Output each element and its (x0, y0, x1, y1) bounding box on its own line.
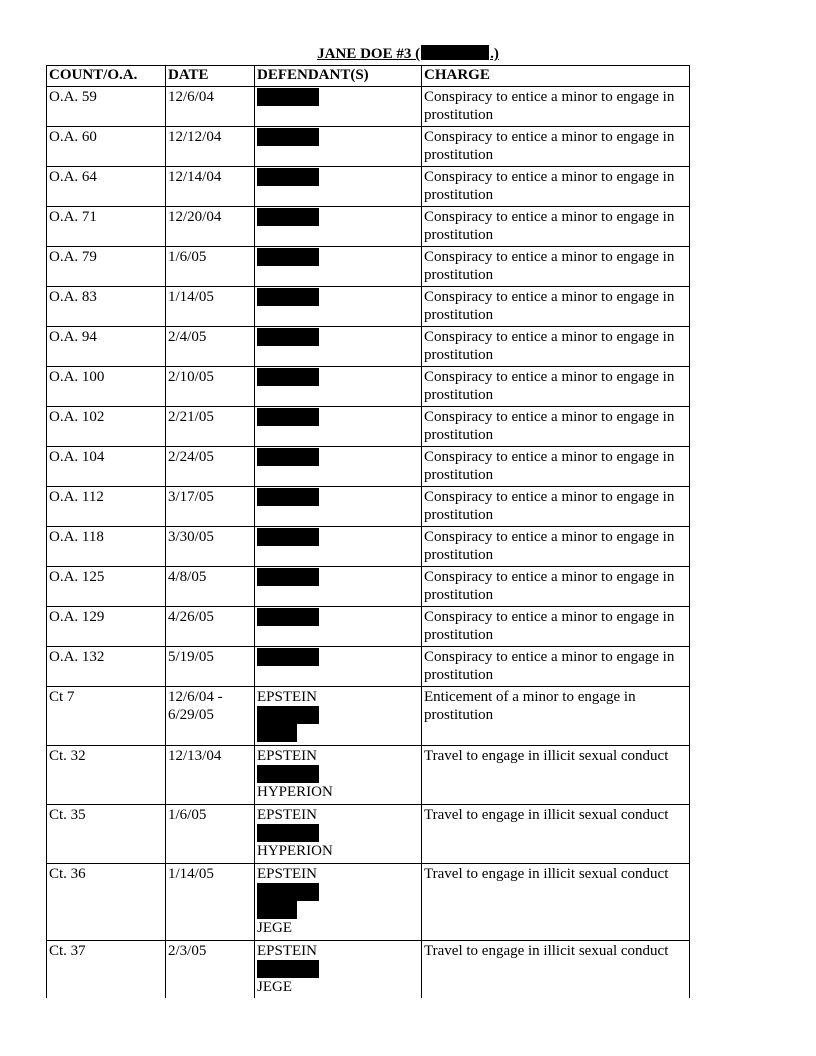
redaction-bar (257, 568, 319, 586)
charge-cell: Conspiracy to entice a minor to engage in prostitution (422, 447, 690, 487)
defendant-name: EPSTEIN (257, 689, 317, 705)
defendant-cell (255, 607, 422, 647)
redaction-bar (257, 328, 319, 346)
count-cell: O.A. 132 (47, 647, 166, 687)
count-cell: Ct. 37 (47, 941, 166, 999)
defendant-name: EPSTEIN (257, 943, 317, 959)
redaction-bar (257, 528, 319, 546)
defendant-cell (255, 247, 422, 287)
count-cell: O.A. 100 (47, 367, 166, 407)
date-cell: 2/4/05 (166, 327, 255, 367)
table-row (47, 367, 690, 407)
defendant-cell (255, 864, 422, 941)
defendant-cell (255, 207, 422, 247)
table-row (47, 207, 690, 247)
charge-cell: Enticement of a minor to engage in prostitution (422, 687, 690, 746)
table-row (47, 327, 690, 367)
defendant-cell (255, 647, 422, 687)
defendant-cell (255, 407, 422, 447)
charge-cell: Conspiracy to entice a minor to engage in prostitution (422, 487, 690, 527)
column-header-charge: CHARGE (422, 66, 690, 87)
charge-cell: Conspiracy to entice a minor to engage in prostitution (422, 127, 690, 167)
defendant-cell (255, 167, 422, 207)
redaction-bar (421, 45, 489, 60)
defendant-name: EPSTEIN (257, 807, 317, 823)
title-prefix: JANE DOE #3 ( (317, 46, 421, 62)
column-header-date: DATE (166, 66, 255, 87)
redaction-bar (257, 765, 319, 783)
redaction-bar (257, 248, 319, 266)
redaction-bar (257, 960, 319, 978)
count-cell: O.A. 94 (47, 327, 166, 367)
date-cell: 12/13/04 (166, 746, 255, 805)
charge-cell: Conspiracy to entice a minor to engage in prostitution (422, 287, 690, 327)
date-cell: 1/6/05 (166, 805, 255, 864)
date-cell: 12/6/04 (166, 87, 255, 127)
date-cell: 12/6/04 - 6/29/05 (166, 687, 255, 746)
table-row (47, 87, 690, 127)
table-row (47, 127, 690, 167)
column-header-defendants: DEFENDANT(S) (255, 66, 422, 87)
redaction-bar (257, 901, 297, 919)
count-cell: Ct. 32 (47, 746, 166, 805)
table-row (47, 407, 690, 447)
charge-cell: Travel to engage in illicit sexual conduct (422, 864, 690, 941)
defendant-cell (255, 527, 422, 567)
count-cell: O.A. 104 (47, 447, 166, 487)
table-row (47, 746, 690, 805)
redaction-bar (257, 706, 319, 724)
defendant-cell (255, 447, 422, 487)
table-row (47, 567, 690, 607)
charge-cell: Travel to engage in illicit sexual conduct (422, 941, 690, 999)
date-cell: 1/6/05 (166, 247, 255, 287)
date-cell: 5/19/05 (166, 647, 255, 687)
charge-cell: Conspiracy to entice a minor to engage in prostitution (422, 247, 690, 287)
date-cell: 4/26/05 (166, 607, 255, 647)
document-title (0, 45, 816, 63)
charge-cell: Conspiracy to entice a minor to engage in prostitution (422, 647, 690, 687)
defendant-name: EPSTEIN (257, 748, 317, 764)
defendant-cell (255, 487, 422, 527)
count-cell: O.A. 129 (47, 607, 166, 647)
defendant-name: JEGE (257, 920, 292, 936)
redaction-bar (257, 488, 319, 506)
defendant-name: JEGE (257, 979, 292, 995)
redaction-bar (257, 88, 319, 106)
redaction-bar (257, 608, 319, 626)
defendant-cell (255, 746, 422, 805)
table-row (47, 487, 690, 527)
table-row (47, 167, 690, 207)
defendant-cell (255, 287, 422, 327)
charge-cell: Conspiracy to entice a minor to engage in prostitution (422, 607, 690, 647)
charge-cell: Conspiracy to entice a minor to engage in prostitution (422, 407, 690, 447)
count-cell: O.A. 71 (47, 207, 166, 247)
table-row (47, 607, 690, 647)
date-cell: 1/14/05 (166, 287, 255, 327)
count-cell: O.A. 60 (47, 127, 166, 167)
count-cell: O.A. 59 (47, 87, 166, 127)
table-row (47, 287, 690, 327)
redaction-bar (257, 448, 319, 466)
table-row (47, 647, 690, 687)
redaction-bar (257, 724, 297, 742)
count-cell: O.A. 79 (47, 247, 166, 287)
charge-cell: Conspiracy to entice a minor to engage in prostitution (422, 167, 690, 207)
count-cell: O.A. 118 (47, 527, 166, 567)
defendant-cell (255, 87, 422, 127)
charge-cell: Conspiracy to entice a minor to engage in prostitution (422, 327, 690, 367)
count-cell: Ct. 35 (47, 805, 166, 864)
count-cell: O.A. 112 (47, 487, 166, 527)
defendant-cell (255, 367, 422, 407)
defendant-cell (255, 687, 422, 746)
table-row (47, 687, 690, 746)
charge-cell: Conspiracy to entice a minor to engage in prostitution (422, 207, 690, 247)
charge-cell: Conspiracy to entice a minor to engage in prostitution (422, 527, 690, 567)
defendant-cell (255, 567, 422, 607)
table-row (47, 447, 690, 487)
date-cell: 12/12/04 (166, 127, 255, 167)
charge-cell: Conspiracy to entice a minor to engage in prostitution (422, 567, 690, 607)
charge-cell: Conspiracy to entice a minor to engage in prostitution (422, 367, 690, 407)
redaction-bar (257, 368, 319, 386)
redaction-bar (257, 208, 319, 226)
table-row (47, 527, 690, 567)
date-cell: 2/21/05 (166, 407, 255, 447)
count-cell: O.A. 83 (47, 287, 166, 327)
redaction-bar (257, 128, 319, 146)
count-cell: Ct. 36 (47, 864, 166, 941)
redaction-bar (257, 648, 319, 666)
date-cell: 4/8/05 (166, 567, 255, 607)
redaction-bar (257, 168, 319, 186)
count-cell: Ct 7 (47, 687, 166, 746)
table-row (47, 864, 690, 941)
charges-table (46, 65, 690, 998)
charge-cell: Conspiracy to entice a minor to engage in prostitution (422, 87, 690, 127)
count-cell: O.A. 125 (47, 567, 166, 607)
date-cell: 2/10/05 (166, 367, 255, 407)
table-row (47, 805, 690, 864)
column-header-count: COUNT/O.A. (47, 66, 166, 87)
date-cell: 12/20/04 (166, 207, 255, 247)
table-row (47, 941, 690, 999)
redaction-bar (257, 824, 319, 842)
redaction-bar (257, 288, 319, 306)
redaction-bar (257, 408, 319, 426)
table-row (47, 247, 690, 287)
date-cell: 12/14/04 (166, 167, 255, 207)
date-cell: 2/24/05 (166, 447, 255, 487)
defendant-name: EPSTEIN (257, 866, 317, 882)
defendant-cell (255, 127, 422, 167)
defendant-cell (255, 805, 422, 864)
defendant-name: HYPERION (257, 843, 333, 859)
defendant-name: HYPERION (257, 784, 333, 800)
count-cell: O.A. 102 (47, 407, 166, 447)
date-cell: 2/3/05 (166, 941, 255, 999)
redaction-bar (257, 883, 319, 901)
defendant-cell (255, 941, 422, 999)
date-cell: 3/30/05 (166, 527, 255, 567)
charge-cell: Travel to engage in illicit sexual conduct (422, 805, 690, 864)
table-header-row (47, 66, 690, 87)
count-cell: O.A. 64 (47, 167, 166, 207)
defendant-cell (255, 327, 422, 367)
title-suffix: .) (490, 46, 499, 62)
charge-cell: Travel to engage in illicit sexual conduct (422, 746, 690, 805)
date-cell: 1/14/05 (166, 864, 255, 941)
date-cell: 3/17/05 (166, 487, 255, 527)
